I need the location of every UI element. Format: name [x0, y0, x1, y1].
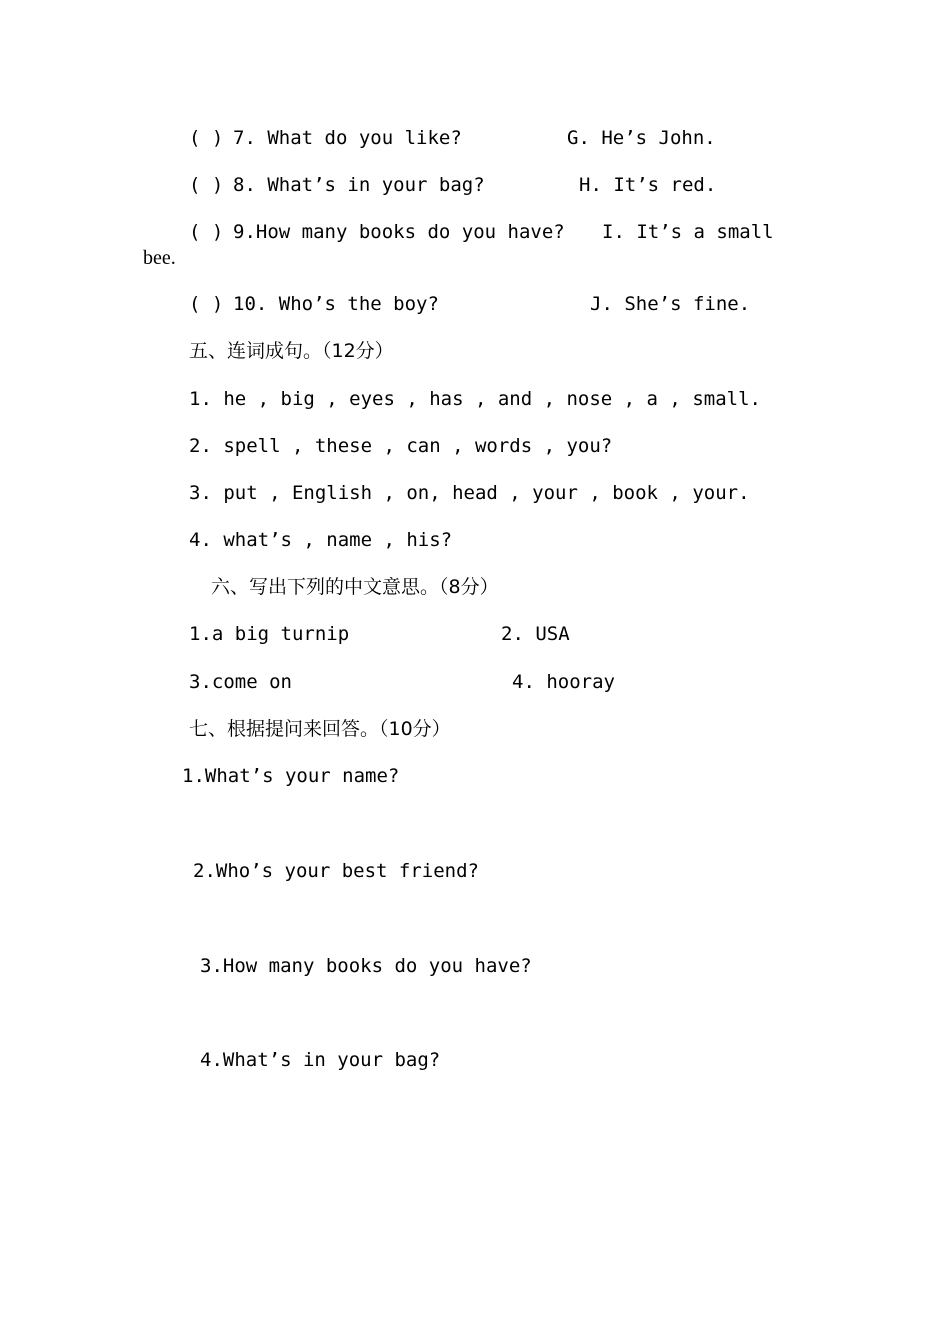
section5-item-1: 1. he , big , eyes , has , and , nose , a , small. — [189, 388, 761, 410]
matching-answer-h: H. It’s red. — [579, 174, 717, 196]
matching-answer-g: G. He’s John. — [567, 127, 716, 149]
section7-item-1: 1.What’s your name? — [182, 765, 400, 787]
matching-bracket-10: ( ) — [189, 293, 224, 315]
section6-item-1: 1.a big turnip — [189, 623, 350, 645]
section5-heading: 五、连词成句。（12分） — [189, 340, 394, 362]
section7-item-3: 3.How many books do you have? — [200, 955, 532, 977]
matching-answer-i-continuation: bee. — [143, 247, 176, 269]
section6-heading: 六、写出下列的中文意思。（8分） — [211, 576, 499, 598]
matching-bracket-9: ( ) — [189, 221, 224, 243]
matching-answer-i: I. It’s a small — [602, 221, 774, 243]
section5-item-3: 3. put , English , on, head , your , book , your. — [189, 482, 750, 504]
matching-bracket-8: ( ) — [189, 174, 224, 196]
section7-item-2: 2.Who’s your best friend? — [193, 860, 479, 882]
matching-bracket-7: ( ) — [189, 127, 224, 149]
matching-question-8: 8. What’s in your bag? — [233, 174, 485, 196]
section7-item-4: 4.What’s in your bag? — [200, 1049, 441, 1071]
section7-heading: 七、根据提问来回答。（10分） — [189, 718, 451, 740]
section5-item-2: 2. spell , these , can , words , you? — [189, 435, 613, 457]
section5-item-4: 4. what’s , name , his? — [189, 529, 453, 551]
matching-question-9: 9.How many books do you have? — [233, 221, 565, 243]
matching-answer-j: J. She’s fine. — [590, 293, 751, 315]
section6-item-2: 2. USA — [501, 623, 570, 645]
section6-item-4: 4. hooray — [512, 671, 615, 693]
matching-question-10: 10. Who’s the boy? — [233, 293, 439, 315]
section6-item-3: 3.come on — [189, 671, 292, 693]
matching-question-7: 7. What do you like? — [233, 127, 462, 149]
